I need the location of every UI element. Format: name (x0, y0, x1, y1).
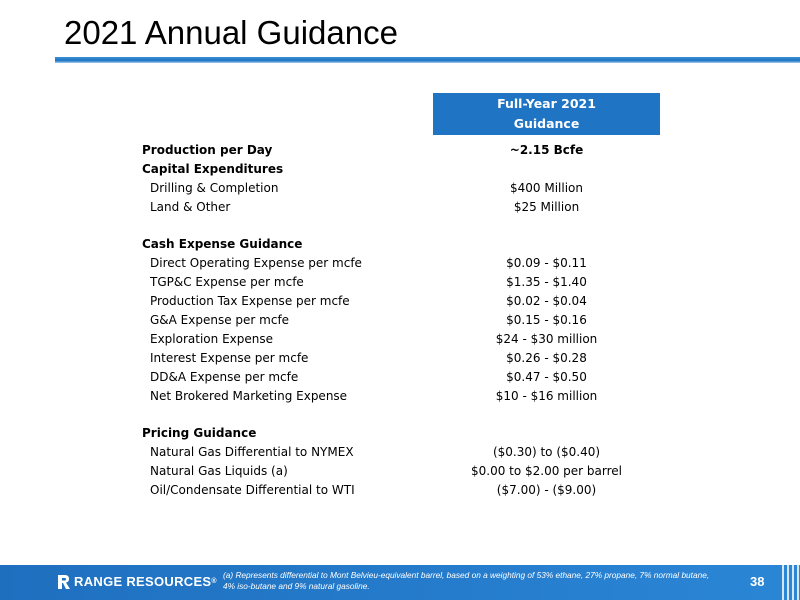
row-label: DD&A Expense per mcfe (150, 370, 299, 384)
row-label: Production per Day (142, 143, 273, 157)
row-value: $0.09 - $0.11 (506, 256, 587, 270)
table-row (142, 349, 662, 368)
table-row (142, 406, 662, 424)
row-value: $400 Million (510, 181, 583, 195)
table-row (142, 179, 662, 198)
table-row (142, 330, 662, 349)
table-row (142, 141, 662, 160)
logo-registered-mark: ® (211, 578, 217, 585)
table-row (142, 217, 662, 235)
footer-stripes (782, 565, 800, 600)
row-value: ~2.15 Bcfe (509, 143, 584, 157)
range-logo-icon (58, 575, 70, 589)
row-value: ($7.00) - ($9.00) (496, 483, 597, 497)
row-value: $25 Million (513, 200, 580, 214)
row-label: Capital Expenditures (142, 162, 284, 176)
row-label: Interest Expense per mcfe (150, 351, 309, 365)
row-value: $0.00 to $2.00 per barrel (470, 464, 623, 478)
page-number: 38 (750, 574, 765, 589)
row-label: Drilling & Completion (150, 181, 279, 195)
row-value: $24 - $30 million (495, 332, 598, 346)
table-row (142, 443, 662, 462)
row-label: Exploration Expense (150, 332, 273, 346)
table-row (142, 387, 662, 406)
row-label: Natural Gas Differential to NYMEX (150, 445, 354, 459)
page-title: 2021 Annual Guidance (64, 14, 398, 51)
row-value: $0.26 - $0.28 (506, 351, 587, 365)
guidance-table (142, 141, 662, 500)
row-label: TGP&C Expense per mcfe (150, 275, 304, 289)
row-label: Net Brokered Marketing Expense (150, 389, 348, 403)
row-label: Oil/Condensate Differential to WTI (150, 483, 355, 497)
table-row (142, 198, 662, 217)
footer-bar (0, 565, 800, 600)
table-row (142, 311, 662, 330)
row-label: G&A Expense per mcfe (150, 313, 290, 327)
column-header-line-1: Full-Year 2021 (497, 96, 596, 111)
table-row (142, 235, 662, 254)
row-value: $0.47 - $0.50 (506, 370, 587, 384)
column-header (433, 93, 660, 135)
column-header-line-2: Guidance (513, 116, 580, 131)
table-row (142, 481, 662, 500)
company-logo (58, 574, 217, 589)
row-value: $1.35 - $1.40 (506, 275, 587, 289)
logo-text: RANGE RESOURCES (74, 574, 212, 589)
row-value: $10 - $16 million (495, 389, 598, 403)
table-row (142, 254, 662, 273)
table-row (142, 273, 662, 292)
footnote: (a) Represents differential to Mont Belvieu-equivalent barrel, based on a weighting of 53% ethane, 27% propane, 7% normal butane, 4% iso-butane and 9% natural gasoline. (223, 570, 710, 591)
row-value: $0.02 - $0.04 (506, 294, 587, 308)
table-row (142, 160, 662, 179)
row-label: Direct Operating Expense per mcfe (150, 256, 362, 270)
title-divider (55, 57, 800, 63)
row-label: Production Tax Expense per mcfe (150, 294, 350, 308)
row-label: Cash Expense Guidance (142, 237, 303, 251)
table-row (142, 292, 662, 311)
row-value: ($0.30) to ($0.40) (492, 445, 601, 459)
row-value: $0.15 - $0.16 (506, 313, 587, 327)
table-row (142, 462, 662, 481)
row-label: Land & Other (150, 200, 231, 214)
table-row (142, 368, 662, 387)
table-row (142, 424, 662, 443)
row-label: Pricing Guidance (142, 426, 257, 440)
row-label: Natural Gas Liquids (a) (150, 464, 288, 478)
